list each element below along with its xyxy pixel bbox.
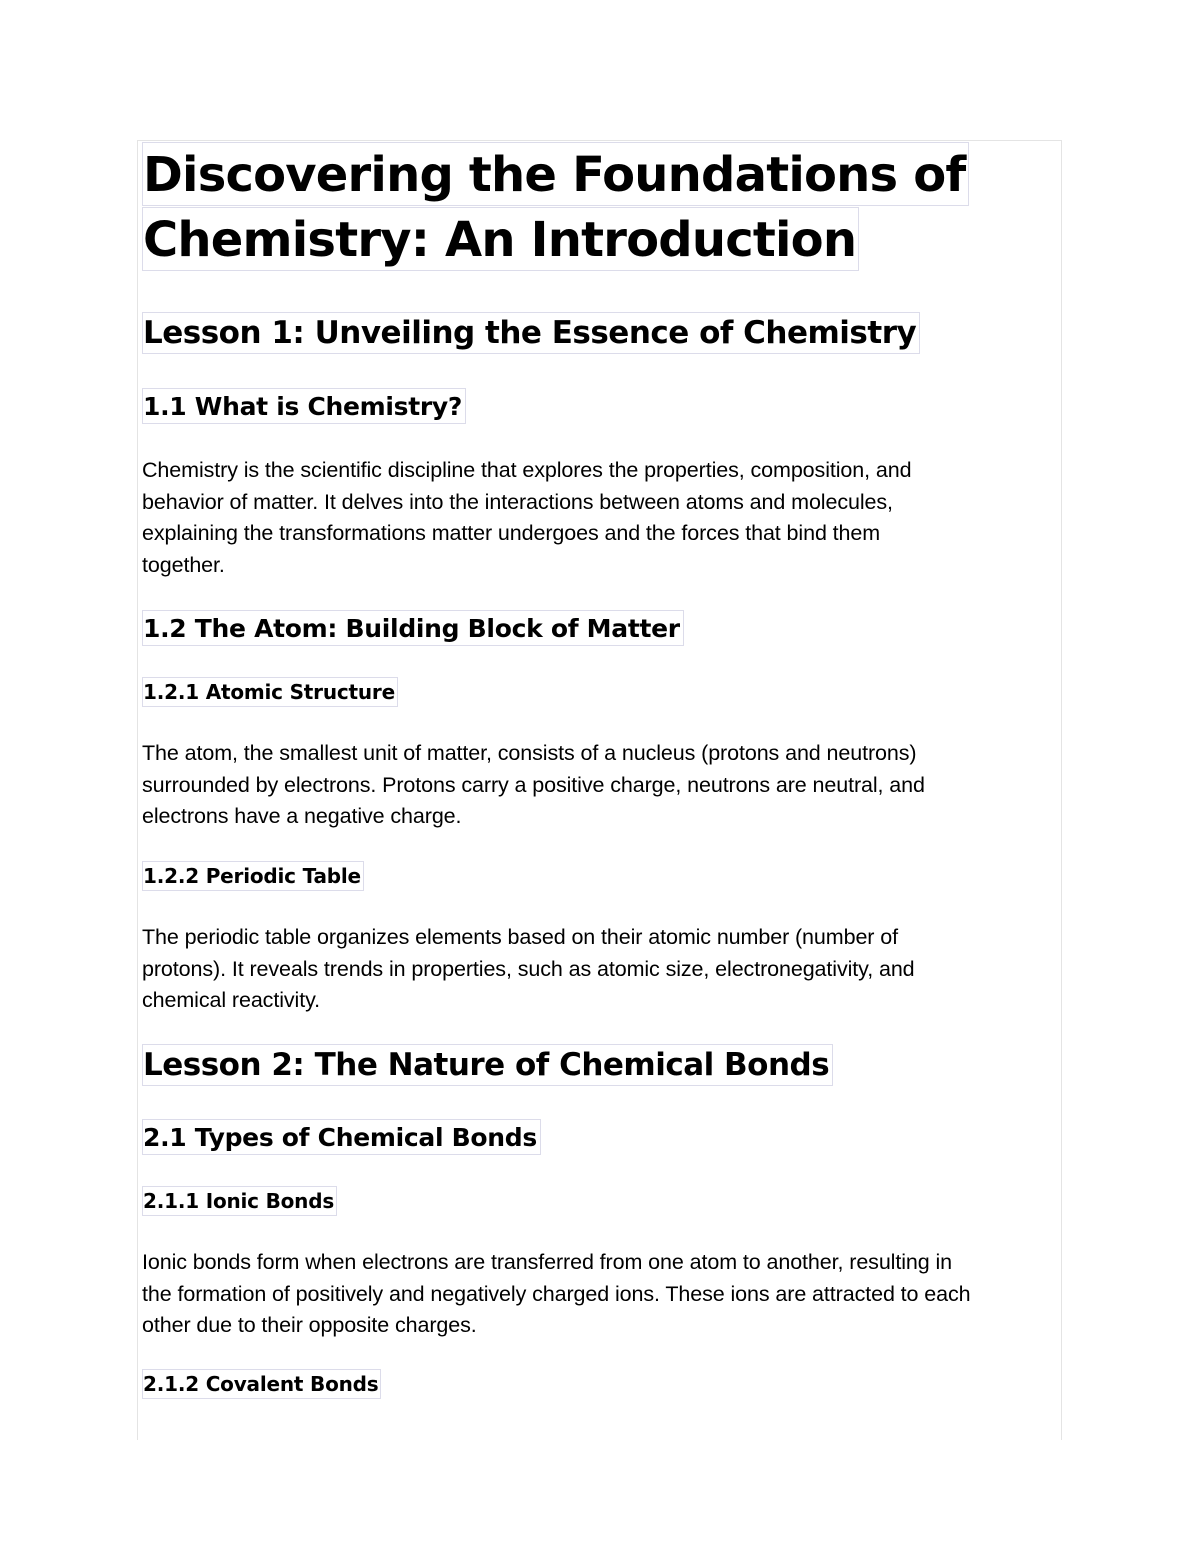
paragraph-line: The periodic table organizes elements based on their atomic number (number of [142,925,898,949]
paragraph-line: Ionic bonds form when electrons are transferred from one atom to another, resulting in [142,1250,953,1274]
paragraph-line: Chemistry is the scientific discipline that explores the properties, composition, and [142,458,912,482]
section-1-2-1-heading: 1.2.1 Atomic Structure [142,677,398,707]
paragraph-line: the formation of positively and negatively charged ions. These ions are attracted to each [142,1281,971,1306]
section-2-1-heading: 2.1 Types of Chemical Bonds [142,1119,541,1155]
paragraph-line: behavior of matter. It delves into the interactions between atoms and molecules, [142,489,893,514]
lesson-2-heading: Lesson 2: The Nature of Chemical Bonds [142,1044,833,1086]
paragraph-line: surrounded by electrons. Protons carry a positive charge, neutrons are neutral, and [142,772,925,797]
lesson-1-heading: Lesson 1: Unveiling the Essence of Chemistry [142,312,920,354]
section-1-2-2-heading: 1.2.2 Periodic Table [142,861,364,891]
paragraph-line: The atom, the smallest unit of matter, consists of a nucleus (protons and neutrons) [142,741,917,765]
section-1-1-paragraph [142,455,1062,581]
paragraph-line: other due to their opposite charges. [142,1313,477,1337]
section-2-1-1-heading: 2.1.1 Ionic Bonds [142,1186,337,1216]
paragraph-line: electrons have a negative charge. [142,804,462,828]
section-1-2-heading: 1.2 The Atom: Building Block of Matter [142,610,684,646]
paragraph-line: protons). It reveals trends in properties, such as atomic size, electronegativity, and [142,956,915,981]
title-line-1: Discovering the Foundations of [142,142,969,206]
title-line-2: Chemistry: An Introduction [142,207,859,271]
section-1-2-2-paragraph [142,922,1062,1017]
paragraph-line: explaining the transformations matter undergoes and the forces that bind them [142,521,881,545]
paragraph-line: chemical reactivity. [142,988,321,1012]
document-title [142,142,969,271]
section-1-1-heading: 1.1 What is Chemistry? [142,388,466,424]
section-2-1-1-paragraph [142,1247,1062,1342]
section-2-1-2-heading: 2.1.2 Covalent Bonds [142,1369,381,1399]
paragraph-line: together. [142,552,225,577]
section-1-2-1-paragraph [142,738,1062,833]
